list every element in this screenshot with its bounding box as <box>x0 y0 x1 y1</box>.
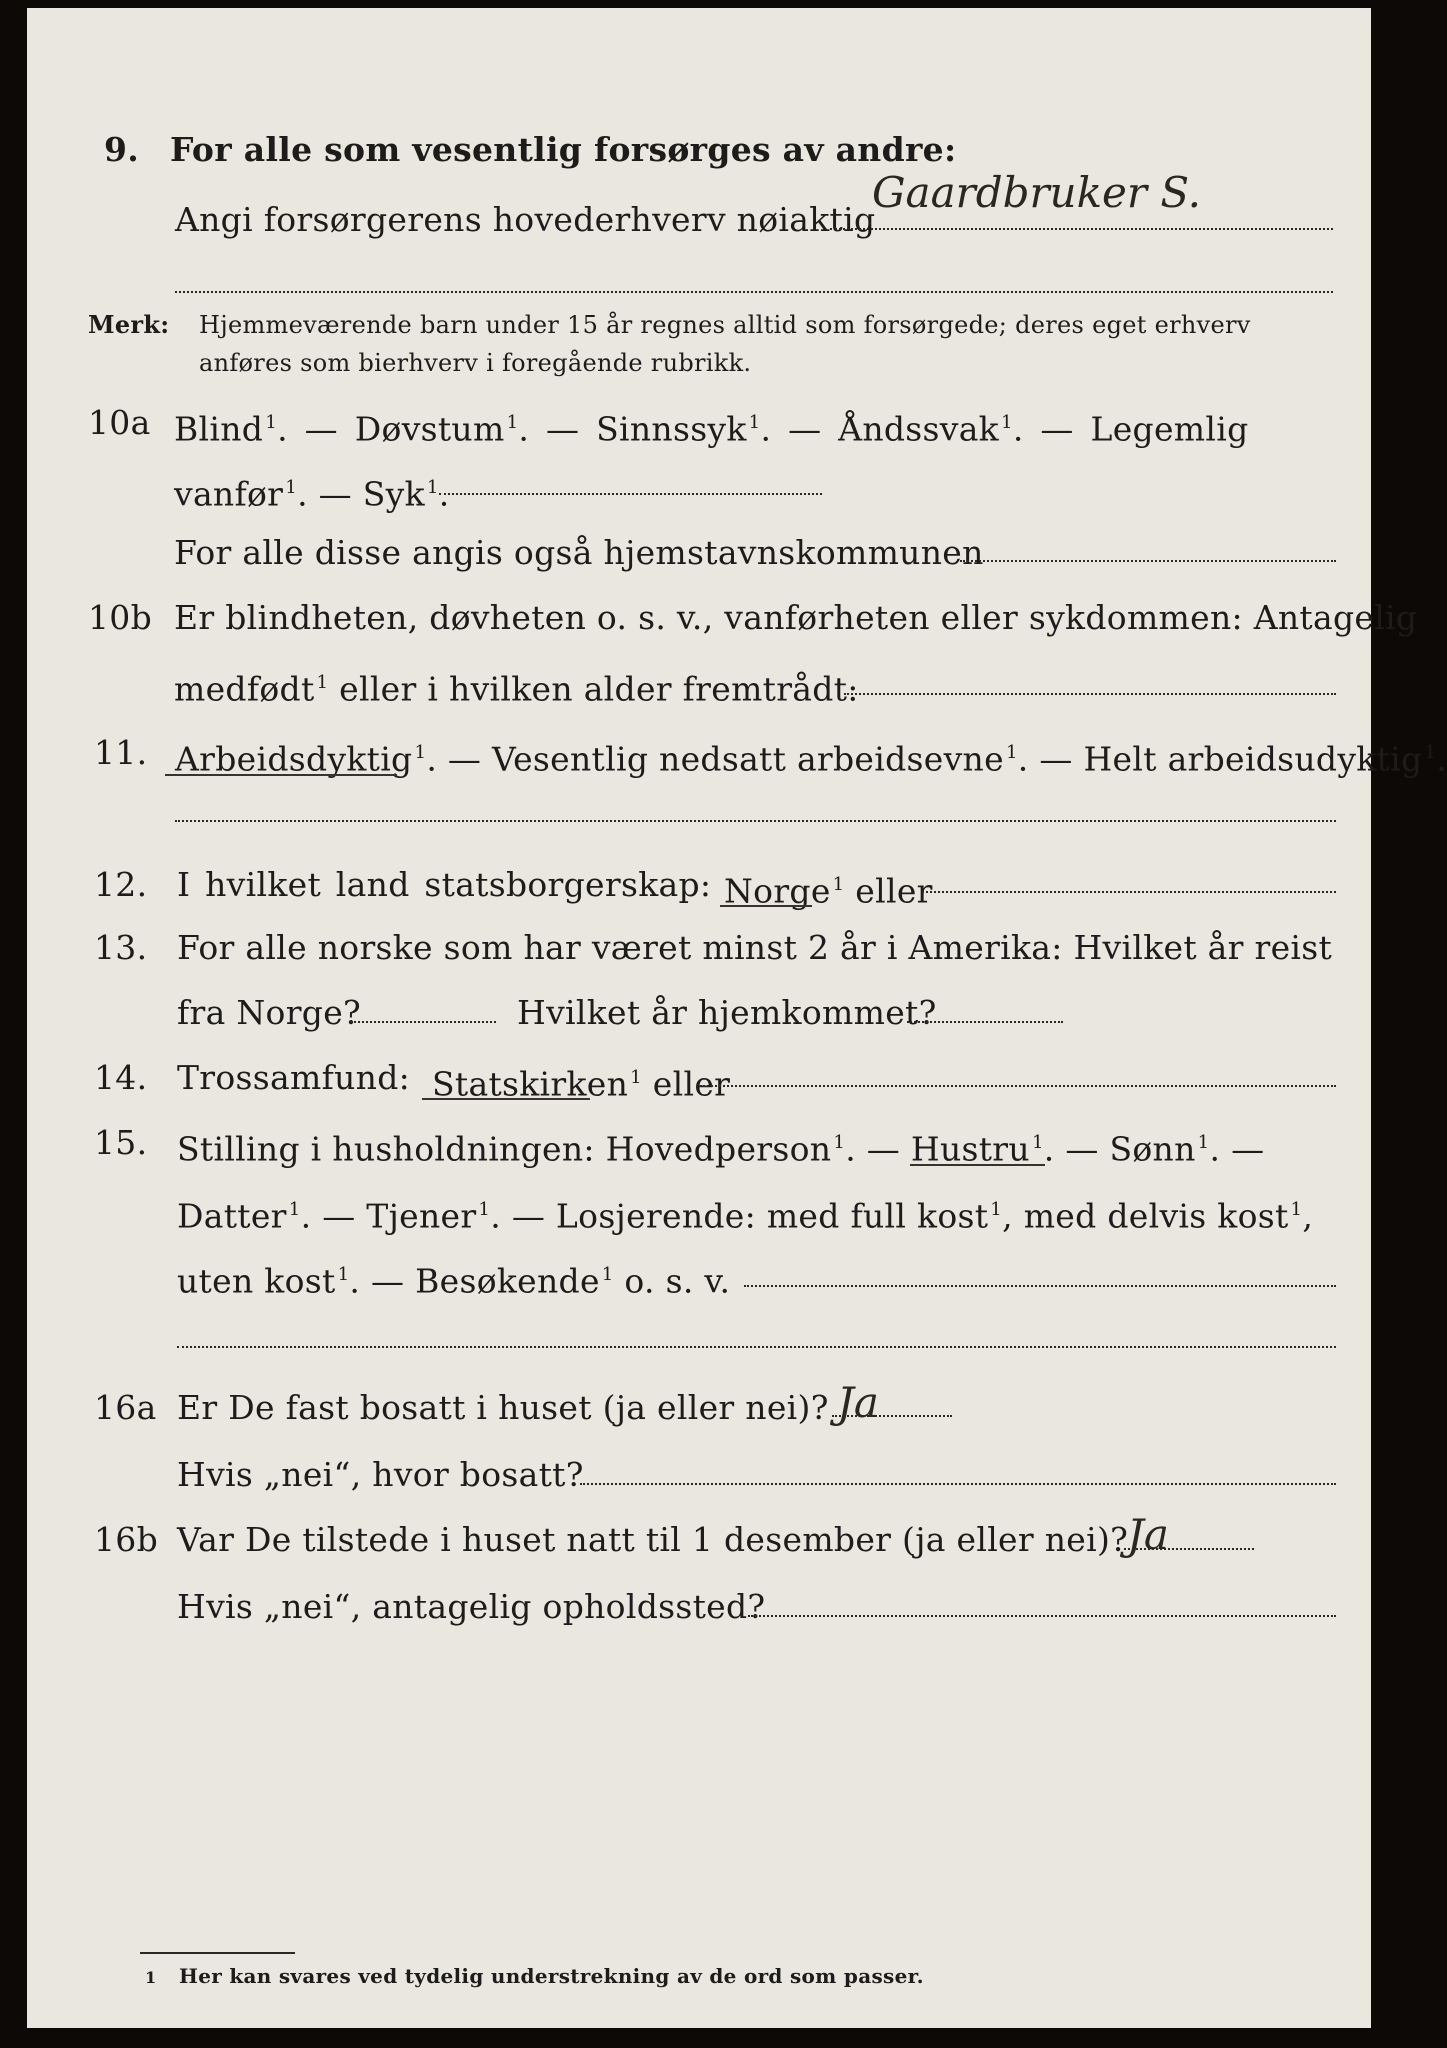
q15-line3: uten kost $^1$. — Besøkende $^1$ o. s. v. <box>177 1261 731 1301</box>
q10a-line2: vanfør $^1$. — Syk $^1$. <box>174 474 450 514</box>
q16a-line1: Er De fast bosatt i huset (ja eller nei)? <box>177 1388 829 1427</box>
q14-handwritten-underline <box>422 1098 590 1100</box>
q9-line1: For alle som vesentlig forsørges av andre: <box>170 130 957 169</box>
q10b-number: 10b <box>88 598 153 637</box>
q16a-line2: Hvis „nei“, hvor bosatt? <box>177 1455 584 1494</box>
q14-answer-line <box>700 1085 1336 1087</box>
q16b-line2: Hvis „nei“, antagelig opholdssted? <box>177 1587 766 1626</box>
q11-number: 11. <box>94 733 148 772</box>
q11-handwritten-underline <box>165 774 397 776</box>
q16b-opholdssted-line <box>748 1615 1336 1617</box>
q15-line1: Stilling i husholdningen: Hovedperson $^1$. — Hustru $^1$. — Sønn $^1$. — <box>177 1129 1265 1169</box>
q9-answer-line <box>830 228 1333 230</box>
q13-line2-a: fra Norge? <box>177 993 362 1032</box>
q12-answer-line <box>922 891 1336 893</box>
merk-line1: Hjemmeværende barn under 15 år regnes alltid som forsørgede; deres eget erhverv <box>199 311 1251 339</box>
q10b-answer-line <box>844 693 1336 695</box>
footnote-text: Her kan svares ved tydelig understrekning av de ord som passer. <box>179 1964 924 1988</box>
q10a-hjemstavn-line <box>960 560 1336 562</box>
q10b-line2: medfødt $^1$ eller i hvilken alder fremtrådt: <box>174 669 859 709</box>
q14-answer: Statskirken $^1$ eller <box>432 1064 731 1104</box>
q15-answer-line <box>744 1285 1336 1287</box>
q10a-line1: Blind $^1$. — Døvstum $^1$. — Sinnssyk $^1$. — Åndssvak $^1$. — Legemlig <box>174 409 1249 449</box>
q15-number: 15. <box>94 1123 148 1162</box>
q10a-number: 10a <box>88 403 151 442</box>
q13-line2-b: Hvilket år hjemkommet? <box>517 993 937 1032</box>
q12-answer: Norge $^1$ eller <box>724 871 933 911</box>
q12-number: 12. <box>94 865 148 904</box>
q16a-answer-line <box>832 1415 952 1417</box>
q15-handwritten-underline <box>910 1164 1045 1166</box>
census-form-page <box>27 8 1447 2028</box>
q13-hjemkommet-line <box>907 1021 1063 1023</box>
q16a-handwritten-answer: Ja <box>837 1378 879 1427</box>
q9-handwritten-answer: Gaardbruker S. <box>872 168 1201 217</box>
q9-line2: Angi forsørgerens hovederhverv nøiaktig <box>175 200 876 239</box>
q13-reist-line <box>350 1021 496 1023</box>
merk-line2: anføres som bierhverv i foregående rubrikk. <box>199 349 752 377</box>
q16a-bosatt-line <box>580 1483 1336 1485</box>
q16b-number: 16b <box>94 1520 159 1559</box>
q16b-line1: Var De tilstede i huset natt til 1 desember (ja eller nei)? <box>177 1520 1129 1559</box>
q11-extra-line <box>175 820 1336 822</box>
merk-label: Merk: <box>88 310 170 339</box>
footnote-rule <box>140 1952 295 1954</box>
q10b-line1: Er blindheten, døvheten o. s. v., vanførheten eller sykdommen: Antagelig <box>174 598 1418 637</box>
q16a-number: 16a <box>94 1388 157 1427</box>
q15-extra-line <box>177 1346 1336 1348</box>
q13-number: 13. <box>94 928 148 967</box>
footnote-mark: 1 <box>145 1968 157 1987</box>
q15-line2: Datter $^1$. — Tjener $^1$. — Losjerende: med full kost $^1$, med delvis kost $^1$, <box>177 1196 1314 1236</box>
q16b-handwritten-answer: Ja <box>1127 1510 1169 1559</box>
q10a-line3: For alle disse angis også hjemstavnskommunen <box>174 533 984 572</box>
q11-line: Arbeidsdyktig $^1$. — Vesentlig nedsatt arbeidsevne $^1$. — Helt arbeidsudyktig $^1$. <box>175 739 1447 779</box>
q12-handwritten-underline <box>720 905 812 907</box>
q12-text: I hvilket land statsborgerskap: <box>177 865 712 904</box>
q9-number: 9. <box>104 130 140 169</box>
q9-extra-line <box>175 291 1333 293</box>
q16b-answer-line <box>1124 1548 1254 1550</box>
q13-line1: For alle norske som har været minst 2 år i Amerika: Hvilket år reist <box>177 928 1333 967</box>
q14-label: Trossamfund: <box>177 1058 411 1097</box>
q10a-syk-line <box>439 493 822 495</box>
q14-number: 14. <box>94 1058 148 1097</box>
